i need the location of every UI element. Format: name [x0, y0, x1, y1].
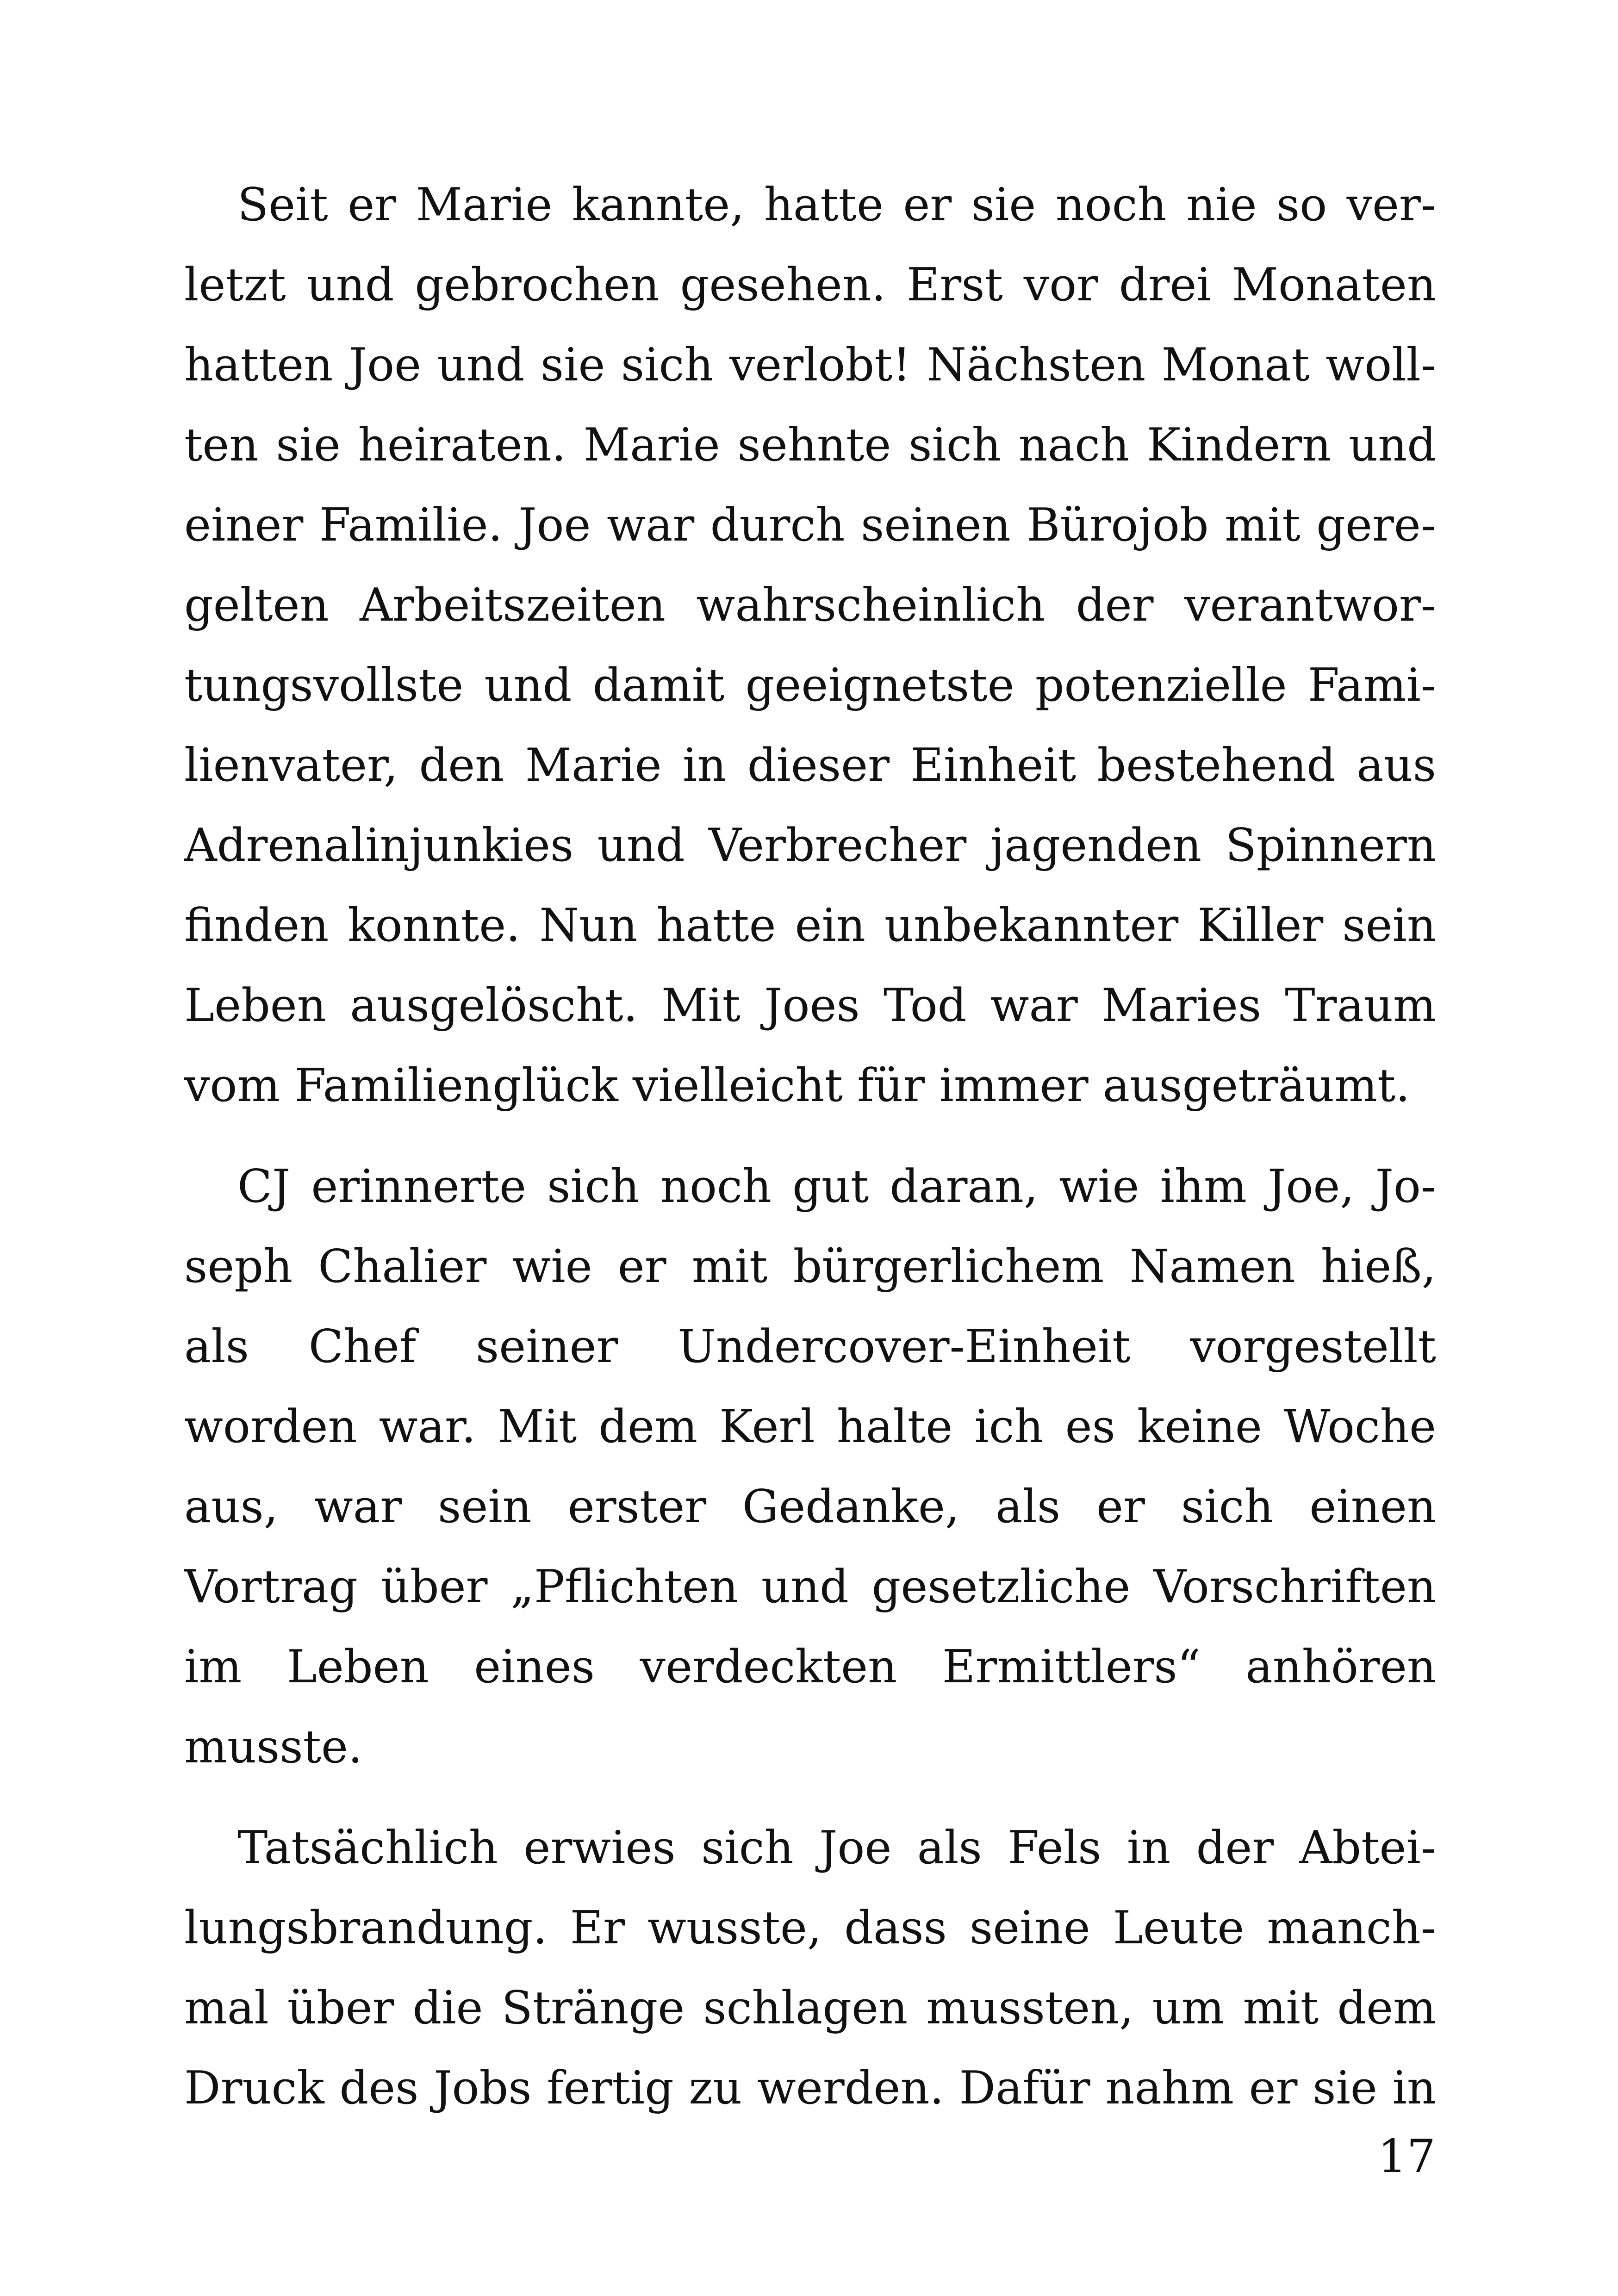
paragraph-3: Tatsächlich erwies sich Joe als Fels in der Abteilungsbrandung. Er wusste, dass seine Leute manchmal über die Stränge schlagen mussten, um mit dem Druck des Jobs fertig zu werden. Dafür nahm er sie in [184, 1822, 1436, 2115]
page-number: 17 [1378, 2130, 1436, 2183]
paragraph-1: Seit er Marie kannte, hatte er sie noch nie so verletzt und gebrochen gesehen. Erst vor drei Monaten hatten Joe und sie sich verlobt! Nächsten Monat wollten sie heiraten. Marie sehnte sich nach Kindern und einer Familie. Joe war durch seinen Bürojob mit geregelten Arbeitszeiten wahrscheinlich der verantwortungsvollste und damit geeignetste potenzielle Familienvater, den Marie in dieser Einheit bestehend aus Adrenalinjunkies und Verbrecher jagenden Spinnern finden konnte. Nun hatte ein unbekannter Killer sein Leben ausgelöscht. Mit Joes Tod war Maries Traum vom Familienglück vielleicht für immer ausgeträumt. [184, 179, 1436, 1112]
body-text [184, 165, 1436, 2149]
paragraph-2: CJ erinnerte sich noch gut daran, wie ihm Joe, Joseph Chalier wie er mit bürgerlichem Namen hieß, als Chef seiner Undercover-Einheit vorgestellt worden war. Mit dem Kerl halte ich es keine Woche aus, war sein erster Gedanke, als er sich einen Vortrag über „Pflichten und gesetzliche Vorschriften im Leben eines verdeckten Ermittlers“ anhören musste. [184, 1160, 1436, 1773]
